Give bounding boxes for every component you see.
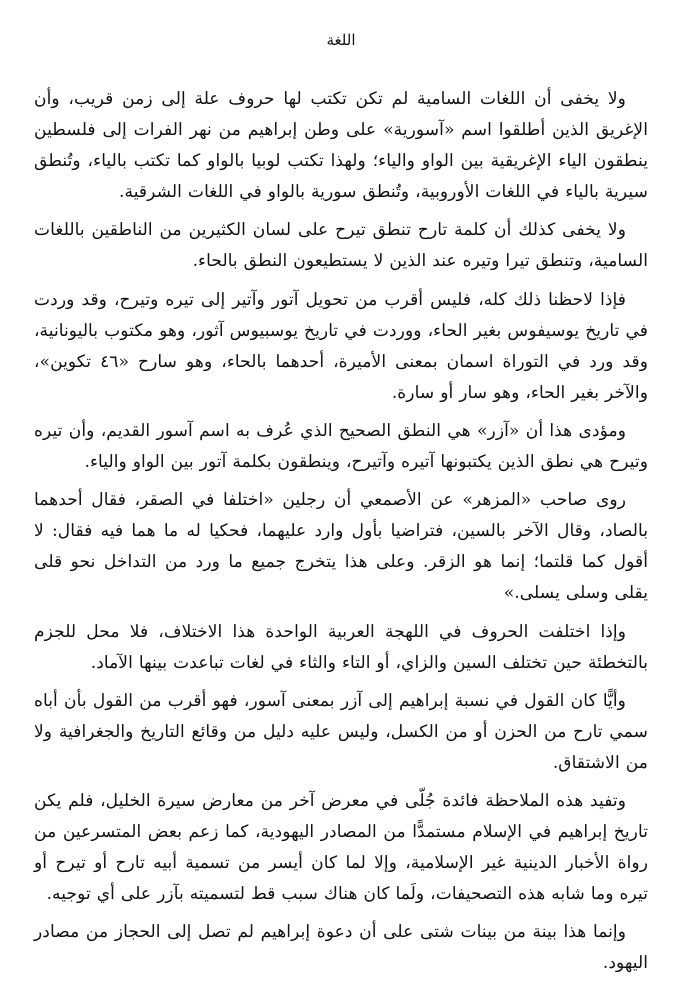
- paragraph: وإذا اختلفت الحروف في اللهجة العربية الواحدة هذا الاختلاف، فلا محل للجزم بالتخطئة حين تختلف السين والزاي، أو التاء والثاء في لغات تباعدت بينها الآماد.: [34, 621, 648, 673]
- paragraph: وأيًّا كان القول في نسبة إبراهيم إلى آزر بمعنى آسور، فهو أقرب من القول بأن أباه سمي تارح من الحزن أو من الكسل، وليس عليه دليل من وقائع التاريخ والجغرافية ولا من الاشتقاق.: [34, 690, 648, 773]
- paragraph: وإنما هذا بينة من بينات شتى على أن دعوة إبراهيم لم تصل إلى الحجاز من مصادر اليهود.: [34, 922, 648, 974]
- body-text: [34, 84, 648, 980]
- paragraph: ولا يخفى أن اللغات السامية لم تكن تكتب لها حروف علة إلى زمن قريب، وأن الإغريق الذين أطلقوا اسم «آسورية» على وطن إبراهيم من نهر الفرات إلى فلسطين ينطقون الياء الإغريقية بين الواو والياء؛ ولهذا تكتب لوبيا بالواو كما تكتب بالياء، وتُنطق سيرية بالياء في اللغات الأوروبية، وتُنطق سورية بالواو في اللغات الشرقية.: [34, 89, 648, 203]
- paragraph: روى صاحب «المزهر» عن الأصمعي أن رجلين «اختلفا في الصقر، فقال أحدهما بالصاد، وقال الآخر بالسين، فتراضيا بأول وارد عليهما، فحكيا له ما هما فيه فقال: لا أقول كما قلتما؛ إنما هو الزقر. وعلى هذا يتخرج جميع ما ورد من التداخل نحو قلى يقلى وسلى يسلى.»: [34, 490, 648, 604]
- paragraph: وتفيد هذه الملاحظة فائدة جُلّى في معرض آخر من معارض سيرة الخليل، فلم يكن تاريخ إبراهيم في الإسلام مستمدًّا من المصادر اليهودية، كما زعم بعض المتسرعين من رواة الأخبار الدينية غير الإسلامية، وإلا لما كان أيسر من تسمية أبيه تارح أو تيرح أو تيره وما شابه هذه التصحيفات، ولَما كان هناك سبب قط لتسميته بآزر على أي توجيه.: [34, 790, 648, 905]
- paragraph: ولا يخفى كذلك أن كلمة تارح تنطق تيرح على لسان الكثيرين من الناطقين باللغات السامية، وتنطق تيرا وتيره عند الذين لا يستطيعون النطق بالحاء.: [34, 220, 648, 272]
- page-header-title: اللغة: [326, 31, 356, 49]
- paragraph: ومؤدى هذا أن «آزر» هي النطق الصحيح الذي عُرف به اسم آسور القديم، وأن تيره وتيرح هي نطق الذين يكتبونها آتيره وآتيرح، وينطقون بكلمة آتور بين الواو والياء.: [34, 420, 648, 473]
- paragraph: فإذا لاحظنا ذلك كله، فليس أقرب من تحويل آتور وآتير إلى تيره وتيرح، وقد وردت في تاريخ يوسيفوس بغير الحاء، ووردت في تاريخ يوسبيوس آثور، وهو مكتوب باليونانية، وقد ورد في التوراة اسمان بمعنى الأميرة، أحدهما بالحاء، وهو سارح «٤٦ تكوين»، والآخر بغير الحاء، وهو سار أو سارة.: [34, 289, 648, 403]
